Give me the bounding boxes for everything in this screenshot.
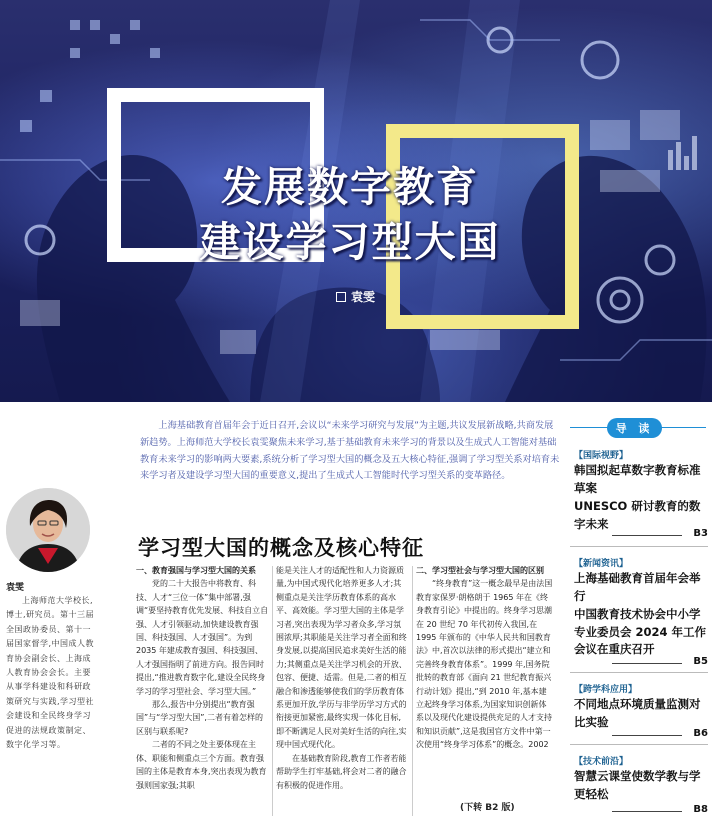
hero-title-line-2: 建设学习型大国 [199,218,501,266]
author-portrait-image [6,488,90,572]
page-ref-rule [612,663,682,664]
page-ref[interactable] [612,804,708,815]
page-ref-label: B6 [693,728,708,739]
page-ref-rule [612,811,682,812]
page-ref[interactable] [612,728,708,739]
author-name: 袁雯 [6,583,25,593]
page-ref-label: B3 [693,528,708,539]
section-divider [570,744,708,745]
section-divider [570,672,708,673]
section-tag-news: 【新闻资讯】 [574,559,629,569]
hero-title-line-1: 发展数字教育 [221,163,479,211]
column-divider [272,566,273,816]
guide-sidebar [568,406,712,824]
page-ref[interactable] [612,656,708,667]
paragraph: 那么,报告中分别提出“教育强国”与“学习型大国”,二者有着怎样的区别与联系呢? [136,700,263,736]
author-bio: 上海师范大学校长,博士,研究员。第十三届全国政协委员、第十一届国家督学,中国成人教育协会副会长、上海成人教育协会会长。主要从事学科建设和科研政策研究与实践,学习型社会建设和全民终身学习促进的法规政策制定、数字化学习等。 [6,596,95,750]
paragraph: 二者的不同之处主要体现在主体、职能和侧重点三个方面。教育强国的主体是教育本身,突出表现为教育强则国家强;其职 [136,740,267,790]
paragraph: 党的二十大报告中将教育、科技、人才“三位一体”集中部署,强调“要坚持教育优先发展、科技自立自强、人才引领驱动,加快建设教育强国、科技强国、人才强国”。为到 2035 年建成教育强国、科技强国、人才强国指明了前进方向。报告同时提出,“推进教育数字化,建设全民终身学习的学习型社会、学习型大国。” [136,579,269,696]
byline-name: 袁雯 [351,290,376,304]
article-column-2 [276,564,409,792]
guide-item[interactable]: 韩国拟起草数字教育标准草案 [574,463,701,495]
article-column-1 [136,564,270,792]
section-tag-international: 【国际视野】 [574,451,629,461]
section-tag-tech-frontier: 【技术前沿】 [574,757,629,767]
paragraph: 在基础教育阶段,教育工作者若能帮助学生打牢基础,将会对二者的融合有积极的促进作用。 [276,753,407,790]
section-tag-interdisciplinary: 【跨学科应用】 [574,685,638,695]
author-portrait [6,488,90,572]
section-heading: 学习型大国的概念及核心特征 [138,536,424,560]
continued-on-page[interactable]: (下转 B2 版) [460,803,515,813]
guide-item[interactable]: 不同地点环境质量监测对比实验 [574,697,701,729]
guide-item[interactable]: 上海基础教育首届年会举行 [574,571,701,603]
hero-banner [0,0,712,402]
subheading-1: 一、教育强国与学习型大国的关系 [136,566,256,575]
page-ref-rule [612,535,682,536]
column-divider [412,566,413,816]
author-byline [336,288,375,305]
page-ref-label: B5 [693,656,708,667]
byline-box-icon [336,292,346,302]
paragraph: 能是关注人才的适配性和人力资源质量,为中国式现代化培养更多人才;其侧重点是关注学历教育体系的高水平、高效能。学习型大国的主体是学习者,突出表现为学习者众多,学习氛围浓厚;其职能是关注学习者全面和终身发展,以提高国民追求美好生活的能力;其侧重点是关注学习机会的开放、包容、便捷、适需。但是,二者的相互融合和渗透能够使我们的学历教育体系更加开放,学历与非学历学习方式的衔接更加紧密,最终实现一体化目标,即不断满足人民对美好生活的向往,实现中国式现代化。 [276,566,407,750]
guide-item[interactable]: 智慧云课堂使数学教与学更轻松 [574,769,701,801]
page-ref-label: B8 [693,804,708,815]
guide-item[interactable]: UNESCO 研讨教育的数字未来 [574,499,701,531]
paragraph: “终身教育”这一概念最早是由法国教育家保罗·朗格朗于 1965 年在《终身教育引论》中提出的。终身学习思潮在 20 世纪 70 年代初传入我国,在 1995 年颁布的《中华人民共和国教育法》中,首次以法律的形式提出“建立和完善终身教育体系”。1999 年,国务院批转的教育部《面向 21 世纪教育振兴行动计划》提出,“到 2010 年,基本建立起终身学习体系,为国家知识创新体系以及现代化建设提供充足的人才支持和知识贡献”,这是我国官方文件中第一次使用“终身学习体系”的概念。2002 [416,579,553,750]
guide-badge: 导 读 [607,418,662,438]
subheading-2: 二、学习型社会与学习型大国的区别 [416,566,544,575]
section-divider [570,546,708,547]
page-ref-rule [612,735,682,736]
hero-title [140,160,560,270]
page-ref[interactable] [612,528,708,539]
article-lead: 上海基础教育首届年会于近日召开,会议以“未来学习研究与发展”为主题,共议发展新战略,共商发展新趋势。上海师范大学校长袁雯聚焦未来学习,基于基础教育未来学习的背景以及生成式人工智能对基础教育未来学习的影响两大要素,系统分析了学习型大国的概念及五大核心特征,强调了学习型关系对培育未来学习者及建设学习型大国的重要意义,提出了生成式人工智能时代学习型关系的变革路径。 [140,420,560,482]
guide-item[interactable]: 中国教育技术协会中小学专业委员会 2024 年工作会议在重庆召开 [574,607,707,656]
article-column-3 [416,564,554,752]
